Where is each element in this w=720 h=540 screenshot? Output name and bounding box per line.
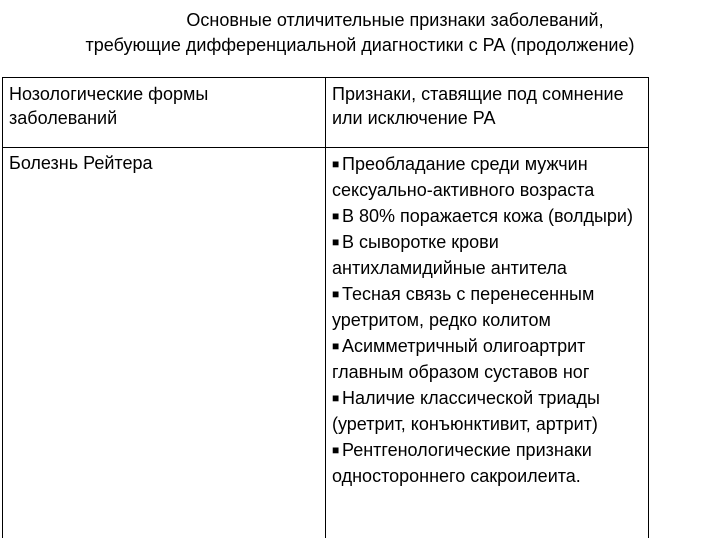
disease-name: Болезнь Рейтера: [3, 148, 326, 540]
square-bullet-icon: ■: [332, 287, 340, 301]
square-bullet-icon: ■: [332, 443, 340, 457]
table-header-row: [3, 78, 649, 148]
square-bullet-icon: ■: [332, 339, 340, 353]
sign-item: [332, 385, 642, 437]
sign-item: [332, 437, 642, 489]
differential-diagnosis-table: [2, 77, 649, 540]
table-row: [3, 148, 649, 540]
sign-text: Асимметричный олигоартрит главным образом суставов ног: [332, 336, 590, 382]
title-line-2: требующие дифференциальной диагностики с РА (продолжение): [85, 35, 635, 55]
header-nosological-forms: Нозологические формы заболеваний: [3, 78, 326, 148]
square-bullet-icon: ■: [332, 235, 340, 249]
page-title: [0, 8, 720, 58]
sign-text: Рентгенологические признаки одностороннего сакроилеита.: [332, 440, 592, 486]
sign-item: [332, 333, 642, 385]
sign-item: [332, 203, 642, 229]
sign-text: Преобладание среди мужчин сексуально-активного возраста: [332, 154, 595, 200]
sign-text: Наличие классической триады (уретрит, конъюнктивит, артрит): [332, 388, 600, 434]
square-bullet-icon: ■: [332, 391, 340, 405]
signs-list: [326, 148, 649, 540]
header-signs: Признаки, ставящие под сомнение или исключение РА: [326, 78, 649, 148]
title-line-1: Основные отличительные признаки заболеваний,: [186, 10, 604, 30]
sign-item: [332, 229, 642, 281]
sign-text: Тесная связь с перенесенным уретритом, редко колитом: [332, 284, 595, 330]
sign-text: В 80% поражается кожа (волдыри): [342, 206, 633, 226]
sign-item: [332, 281, 642, 333]
square-bullet-icon: ■: [332, 157, 340, 171]
square-bullet-icon: ■: [332, 209, 340, 223]
sign-item: [332, 151, 642, 203]
sign-text: В сыворотке крови антихламидийные антитела: [332, 232, 567, 278]
